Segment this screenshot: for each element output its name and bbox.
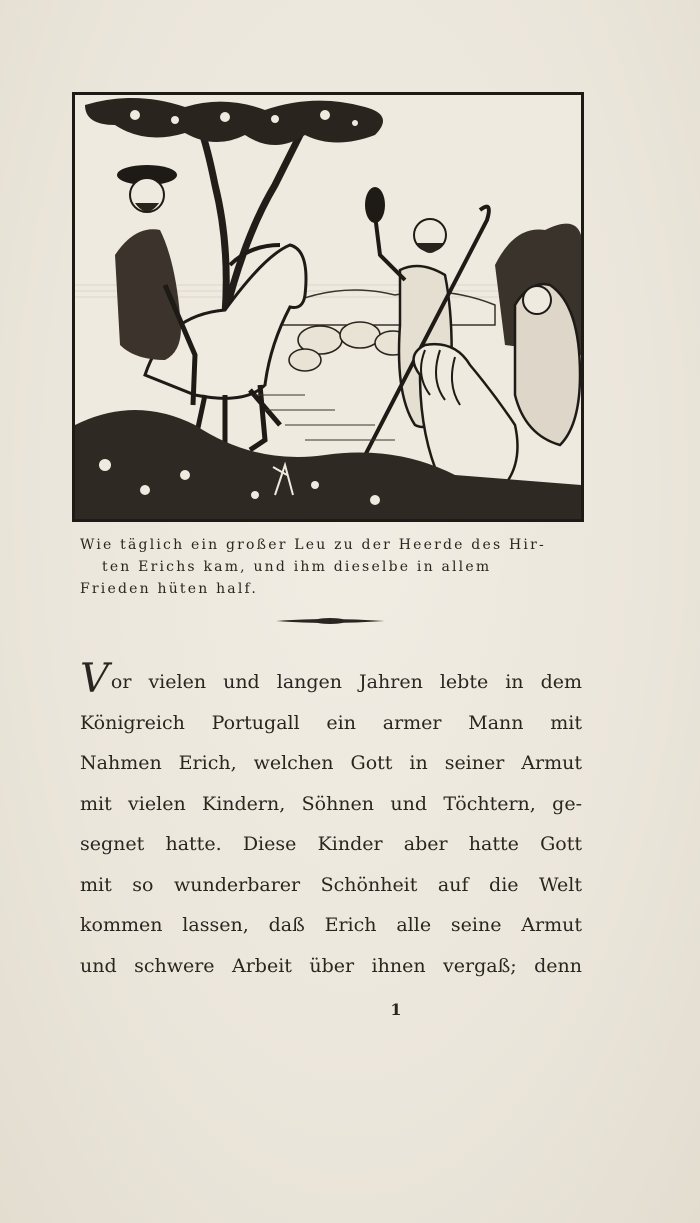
page-number: 1 bbox=[390, 1000, 402, 1019]
text-line: kommen lassen, daß Erich alle seine Armut bbox=[80, 914, 582, 936]
text-line: mit vielen Kindern, Söhnen und Töchtern, ge- bbox=[80, 792, 582, 815]
text-line: Nahmen Erich, welchen Gott in seiner Armut bbox=[80, 752, 582, 774]
caption-line: Frieden hüten half. bbox=[80, 581, 259, 597]
text-line: mit so wunderbarer Schönheit auf die Welt bbox=[80, 873, 582, 896]
caption-line: Wie täglich ein großer Leu zu der Heerde des Hir- bbox=[80, 537, 546, 553]
text-line-content: or vielen und langen Jahren lebte in dem bbox=[110, 671, 582, 693]
text-line: Königreich Portugall ein armer Mann mit bbox=[80, 711, 582, 734]
illustration-caption bbox=[80, 534, 585, 600]
woodcut-illustration bbox=[72, 92, 584, 522]
ornamental-rule-icon bbox=[276, 615, 384, 627]
woodcut-shepherd-scene-icon bbox=[75, 95, 581, 519]
text-line: und schwere Arbeit über ihnen vergaß; denn bbox=[80, 954, 582, 977]
text-line: segnet hatte. Diese Kinder aber hatte Gott bbox=[80, 833, 582, 855]
dropcap: V bbox=[80, 656, 109, 702]
story-text bbox=[80, 656, 582, 986]
text-line bbox=[80, 656, 582, 703]
caption-line: ten Erichs kam, und ihm dieselbe in allem bbox=[102, 559, 492, 575]
